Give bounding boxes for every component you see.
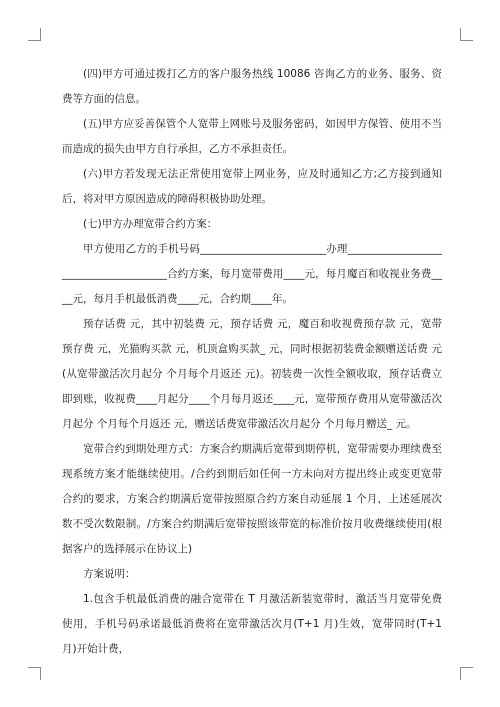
prepaid-fee-details: 预存话费 元，其中初装费 元，预存话费 元，魔百和收视费预存款 元，宽带预存费 元，光猫购买款 元，机顶盒购买款_ 元，同时根据初装费金额赠送话费 元(从宽带激活次月起分 个月每个月返还 元)。初装费一次性全额收取，预存话费立即到账，收视费____月起分____个月每月返还____元，宽带预存费用从宽带激活次月起分 个月每个月返还 元，赠送话费宽带激活次月起分 个月每月赠送_ 元。 (62, 318, 442, 430)
plan-note-1: 1.包含手机最低消费的融合宽带在 T 月激活新装宽带时，激活当月宽带免费使用，手机号码承诺最低消费将在宽带激活次月(T+1 月)生效，宽带同时(T+1 月)开始计费， (62, 593, 442, 655)
clause-4: (四)甲方可通过拨打乙方的客户服务热线 10086 咨询乙方的业务、服务、资费等方面的信息。 (62, 68, 442, 105)
plan-phone-number-fill: 甲方使用乙方的手机号码________________________办理______________________________________合约方案，每月宽带费用____元，每月魔百和收视业务费____元，每月手机最低消费____元，合约期____年。 (62, 243, 442, 305)
plan-notes-heading: 方案说明： (83, 568, 136, 580)
crop-mark-bottom-left (28, 667, 41, 680)
crop-mark-top-right (460, 28, 473, 41)
document-body (62, 62, 442, 662)
clause-5: (五)甲方应妥善保管个人宽带上网账号及服务密码，如因甲方保管、使用不当而造成的损失由甲方自行承担，乙方不承担责任。 (62, 118, 442, 155)
clause-6: (六)甲方若发现无法正常使用宽带上网业务，应及时通知乙方;乙方接到通知后，将对甲方原因造成的障碍积极协助处理。 (62, 168, 442, 205)
crop-mark-top-left (28, 28, 41, 41)
crop-mark-bottom-right (460, 667, 473, 680)
clause-7-heading: (七)甲方办理宽带合约方案： (83, 218, 218, 230)
contract-expiry-handling: 宽带合约到期处理方式：方案合约期满后宽带到期停机，宽带需要办理续费至现系统方案才能继续使用。/合约到期后如任何一方未向对方提出终止或变更宽带合约的要求，方案合约期满后宽带按照原合约方案自动延展 1 个月，上述延展次数不受次数限制。/方案合约期满后宽带按照该带宽的标准价按月收费继续使用(根据客户的选择展示在协议上) (62, 443, 442, 555)
